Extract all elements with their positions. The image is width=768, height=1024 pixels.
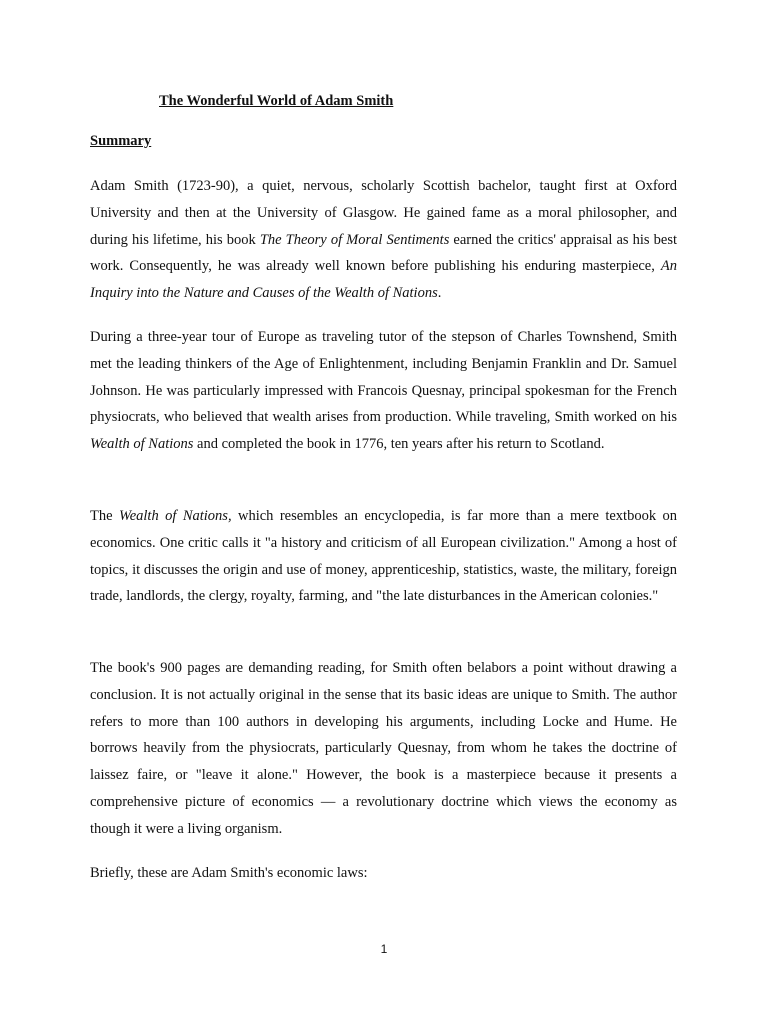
paragraph: [90, 173, 677, 307]
text-run: .: [437, 285, 442, 302]
italic-text-run: Wealth of Nations: [90, 436, 194, 453]
text-run: Adam Smith (1723-90), a quiet, nervous, scholarly Scottish bachelor, taught first at Oxford University and then at the University of Glasgow. He gained fame as a moral philosopher, and during his lifetime, his book: [90, 178, 677, 248]
text-run: which resembles an encyclopedia, is far more than a mere textbook on economics. One critic calls it "a history and criticism of all European civilization." Among a host of topics, it discusses the origin and use of money, apprenticeship, statistics, waste, the military, foreign trade, landlords, the clergy, royalty, farming, and "the late disturbances in the American colonies.": [90, 508, 678, 605]
page-number: 1: [380, 942, 388, 956]
italic-text-run: An Inquiry into the Nature and Causes of the Wealth of Nations: [90, 258, 677, 302]
text-run: During a three-year tour of Europe as traveling tutor of the stepson of Charles Townshend, Smith met the leading thinkers of the Age of Enlightenment, including Benjamin Franklin and Dr. Samuel Johnson. He was particularly impressed with Francois Quesnay, principal spokesman for the French physiocrats, who believed that wealth arises from production. While traveling, Smith worked on his: [90, 329, 677, 426]
paragraph: [90, 503, 677, 610]
paragraph: [90, 860, 677, 887]
paragraph: [90, 324, 677, 458]
paragraph: [90, 655, 677, 843]
document-title: The Wonderful World of Adam Smith: [159, 93, 394, 109]
text-run: Briefly, these are Adam Smith's economic laws:: [90, 865, 368, 881]
section-heading: Summary: [90, 133, 152, 149]
italic-text-run: The Theory of Moral Sentiments: [259, 231, 450, 248]
italic-text-run: Wealth of Nations,: [118, 508, 232, 524]
text-run: The: [90, 508, 119, 524]
text-run: earned the critics' appraisal as his best work. Consequently, he was already well known before publishing his enduring masterpiece,: [90, 231, 677, 275]
text-run: The book's 900 pages are demanding reading, for Smith often belabors a point without drawing a conclusion. It is not actually original in the sense that its basic ideas are unique to Smith. The author refers to more than 100 authors in developing his arguments, including Locke and Hume. He borrows heavily from the physiocrats, particularly Quesnay, from whom he takes the doctrine of laissez faire, or "leave it alone." However, the book is a masterpiece because it presents a comprehensive picture of economics — a revolutionary doctrine which views the economy as though it were a living organism.: [90, 660, 677, 837]
text-run: and completed the book in 1776, ten years after his return to Scotland.: [193, 436, 605, 453]
